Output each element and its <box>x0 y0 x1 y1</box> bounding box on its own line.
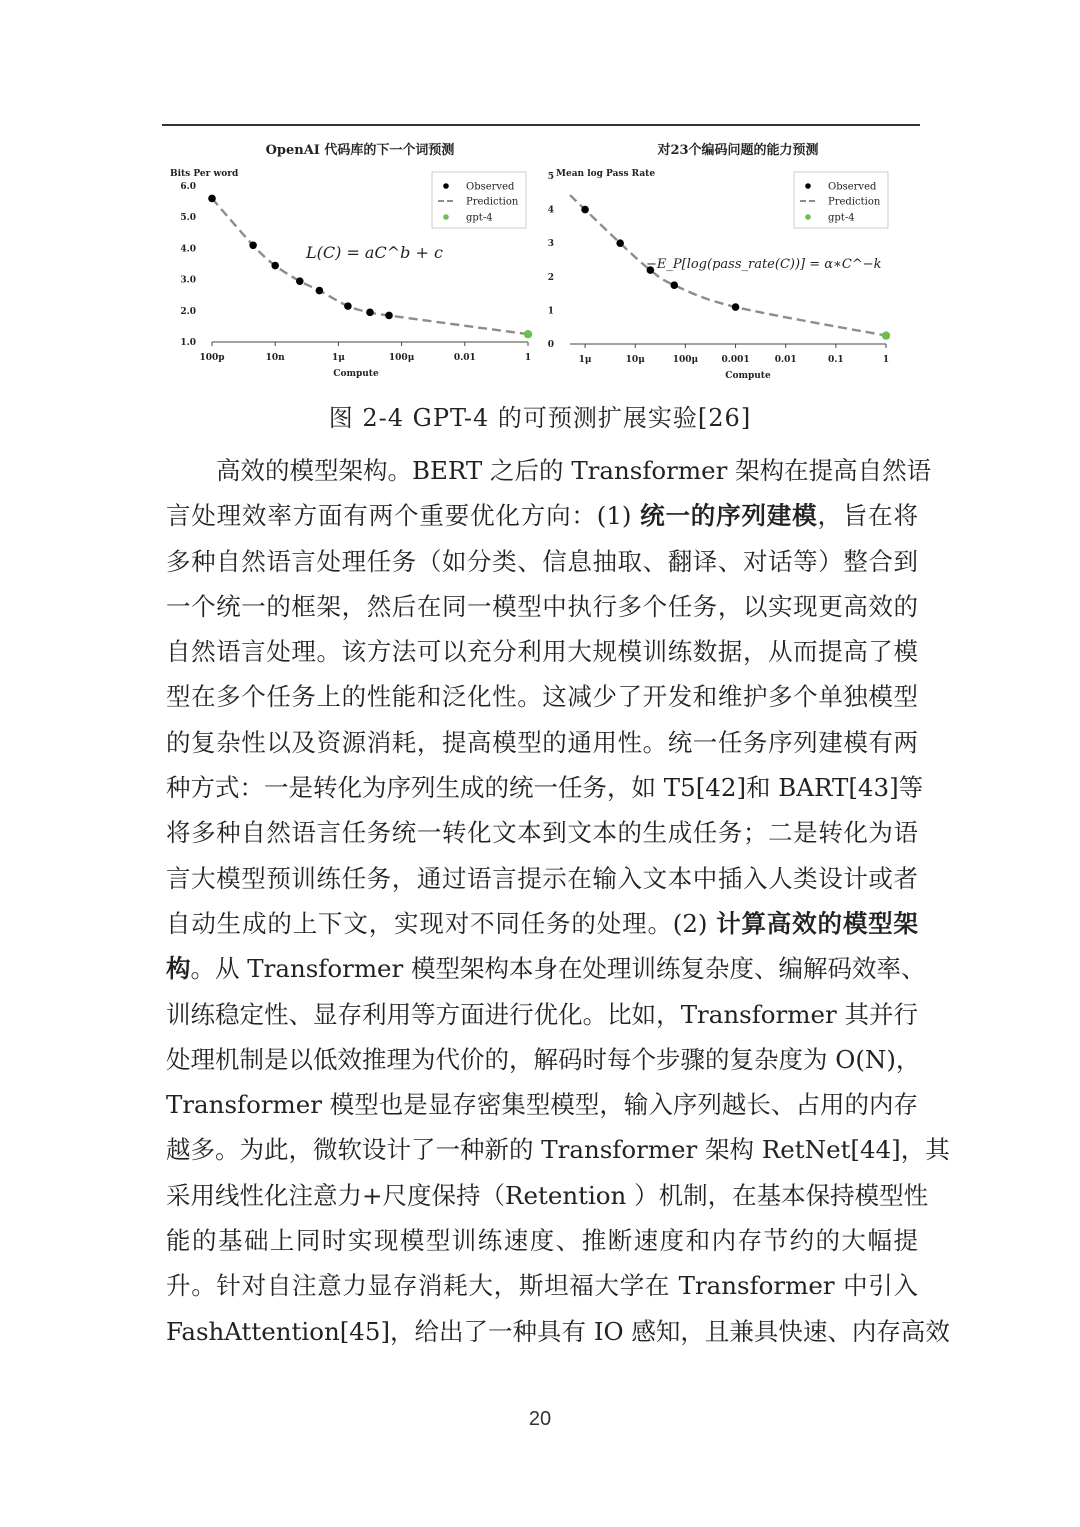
page-number: 20 <box>528 1408 552 1430</box>
observed-point <box>344 302 352 310</box>
y-tick-label: 3 <box>547 239 554 250</box>
text-segment: 的复杂性以及资源消耗，提高模型的通用性。统一任务序列建模有两 <box>166 727 918 757</box>
x-tick-label: 10n <box>265 353 285 363</box>
chart-title: 对23个编码问题的能力预测 <box>657 143 819 158</box>
text-line <box>166 1082 918 1127</box>
y-axis-label: Bits Per word <box>170 169 239 179</box>
text-line <box>166 1037 921 1082</box>
y-tick-label: 3.0 <box>180 275 196 286</box>
text-segment: FashAttention[45]，给出了一种具有 IO 感知，且兼具快速、内存高效 <box>166 1316 950 1346</box>
text-line <box>166 1173 929 1218</box>
x-tick-label: 10μ <box>625 355 645 365</box>
x-tick-label: 0.01 <box>774 355 797 365</box>
legend-label: Observed <box>828 181 877 193</box>
text-line <box>166 493 918 538</box>
text-segment: Transformer 模型也是显存密集型模型，输入序列越长、占用的内存 <box>166 1090 918 1120</box>
text-segment: 言大模型预训练任务，通过语言提示在输入文本中插入人类设计或者 <box>166 863 918 893</box>
y-tick-label: 1 <box>547 306 554 317</box>
text-line <box>166 584 918 629</box>
chart-title: OpenAI 代码库的下一个词预测 <box>265 143 455 158</box>
legend-label: Observed <box>466 181 515 193</box>
observed-point <box>271 262 279 270</box>
text-segment: 能的基础上同时实现模型训练速度、推断速度和内存节约的大幅提 <box>166 1226 918 1256</box>
y-tick-label: 4.0 <box>180 244 196 255</box>
text-segment: 越多。为此，微软设计了一种新的 Transformer 架构 RetNet[44]，其 <box>166 1135 950 1165</box>
y-tick-label: 5.0 <box>180 213 196 224</box>
observed-point <box>296 277 304 285</box>
observed-point <box>732 303 740 311</box>
x-tick-label: 0.001 <box>721 355 750 365</box>
text-line <box>166 1263 918 1308</box>
text-segment: 采用线性化注意力+尺度保持（Retention ）机制，在基本保持模型性 <box>166 1180 929 1210</box>
legend <box>794 172 888 228</box>
text-line <box>166 901 918 946</box>
y-tick-label: 1.0 <box>180 338 196 348</box>
legend-observed-marker <box>443 183 449 189</box>
text-segment: 一个统一的框架，然后在同一模型中执行多个任务，以实现更高效的 <box>166 591 918 621</box>
legend-observed-marker <box>805 183 811 189</box>
text-segment: ，旨在将 <box>817 501 919 531</box>
formula-annotation: L(C) = aC^b + c <box>306 243 443 262</box>
y-axis-label: Mean log Pass Rate <box>556 169 656 179</box>
text-segment: 自动生成的上下文，实现对不同任务的处理。(2) <box>166 908 717 938</box>
y-tick-label: 2 <box>547 272 554 283</box>
text-line <box>166 856 918 901</box>
text-segment: 高效的模型架构。BERT 之后的 Transformer 架构在提高自然语 <box>216 456 932 485</box>
observed-point <box>385 312 393 320</box>
legend-label: Prediction <box>466 196 519 208</box>
x-axis-label: Compute <box>725 371 771 381</box>
text-segment: 。从 Transformer 模型架构本身在处理训练复杂度、编解码效率、 <box>190 954 926 984</box>
text-line <box>166 1127 950 1172</box>
observed-point <box>316 287 324 295</box>
legend-label: gpt-4 <box>466 212 493 224</box>
figure-caption: 图 2-4 GPT-4 的可预测扩展实验[26] <box>328 404 752 432</box>
gpt4-point <box>524 330 532 338</box>
legend-gpt4-marker <box>805 214 811 220</box>
y-tick-label: 5 <box>547 172 554 182</box>
x-tick-label: 1 <box>882 355 890 365</box>
x-axis-label: Compute <box>333 369 379 379</box>
text-line <box>166 992 918 1037</box>
formula-annotation: −E_P[log(pass_rate(C))] = α∗C^−k <box>646 257 882 272</box>
chart-next-word-prediction <box>160 134 540 388</box>
text-segment: 型在多个任务上的性能和泛化性。这减少了开发和维护多个单独模型 <box>166 682 918 712</box>
x-tick-label: 100μ <box>388 353 415 363</box>
x-tick-label: 100μ <box>672 355 699 365</box>
x-tick-label: 0.1 <box>828 355 844 365</box>
x-tick-label: 100p <box>199 353 225 363</box>
bold-term: 计算高效的模型架 <box>716 908 918 938</box>
chart-svg <box>540 134 930 388</box>
observed-point <box>366 309 374 317</box>
text-line <box>166 1218 918 1263</box>
chart-svg <box>160 134 540 388</box>
text-segment: 言处理效率方面有两个重要优化方向：(1) <box>166 501 641 531</box>
x-tick-label: 0.01 <box>453 353 476 363</box>
observed-point <box>249 241 257 249</box>
bold-term: 构 <box>166 954 191 984</box>
body-text <box>166 448 950 1354</box>
text-line <box>166 448 932 493</box>
observed-point <box>581 206 589 214</box>
y-tick-label: 2.0 <box>180 306 196 317</box>
text-segment: 升。针对自注意力显存消耗大，斯坦福大学在 Transformer 中引入 <box>166 1271 918 1301</box>
text-line <box>166 674 918 719</box>
text-line <box>166 946 926 991</box>
text-segment: 处理机制是以低效推理为代价的，解码时每个步骤的复杂度为 O(N)， <box>166 1044 921 1074</box>
bold-term: 统一的序列建模 <box>640 501 818 531</box>
text-line <box>166 810 918 855</box>
chart-coding-capability <box>540 134 930 388</box>
text-line <box>166 629 918 674</box>
top-rule <box>162 124 920 126</box>
text-line <box>166 765 924 810</box>
text-line <box>166 1309 950 1354</box>
y-tick-label: 6.0 <box>180 182 196 192</box>
x-tick-label: 1 <box>524 353 532 363</box>
legend-label: Prediction <box>828 196 881 208</box>
text-segment: 训练稳定性、显存利用等方面进行优化。比如，Transformer 其并行 <box>166 999 918 1029</box>
text-line <box>166 539 918 584</box>
x-tick-label: 1μ <box>578 355 592 365</box>
observed-point <box>670 281 678 289</box>
legend-label: gpt-4 <box>828 212 855 224</box>
text-line <box>166 720 918 765</box>
observed-point <box>616 239 624 247</box>
text-segment: 多种自然语言处理任务（如分类、信息抽取、翻译、对话等）整合到 <box>166 546 918 576</box>
y-tick-label: 4 <box>547 205 554 216</box>
legend <box>432 172 526 228</box>
text-segment: 种方式：一是转化为序列生成的统一任务，如 T5[42]和 BART[43]等 <box>166 773 924 803</box>
y-tick-label: 0 <box>547 340 554 350</box>
x-tick-label: 1μ <box>331 353 345 363</box>
legend-gpt4-marker <box>443 214 449 220</box>
text-segment: 自然语言处理。该方法可以充分利用大规模训练数据，从而提高了模 <box>166 637 918 667</box>
text-segment: 将多种自然语言任务统一转化文本到文本的生成任务；二是转化为语 <box>166 818 918 848</box>
gpt4-point <box>882 331 890 339</box>
observed-point <box>208 195 216 203</box>
